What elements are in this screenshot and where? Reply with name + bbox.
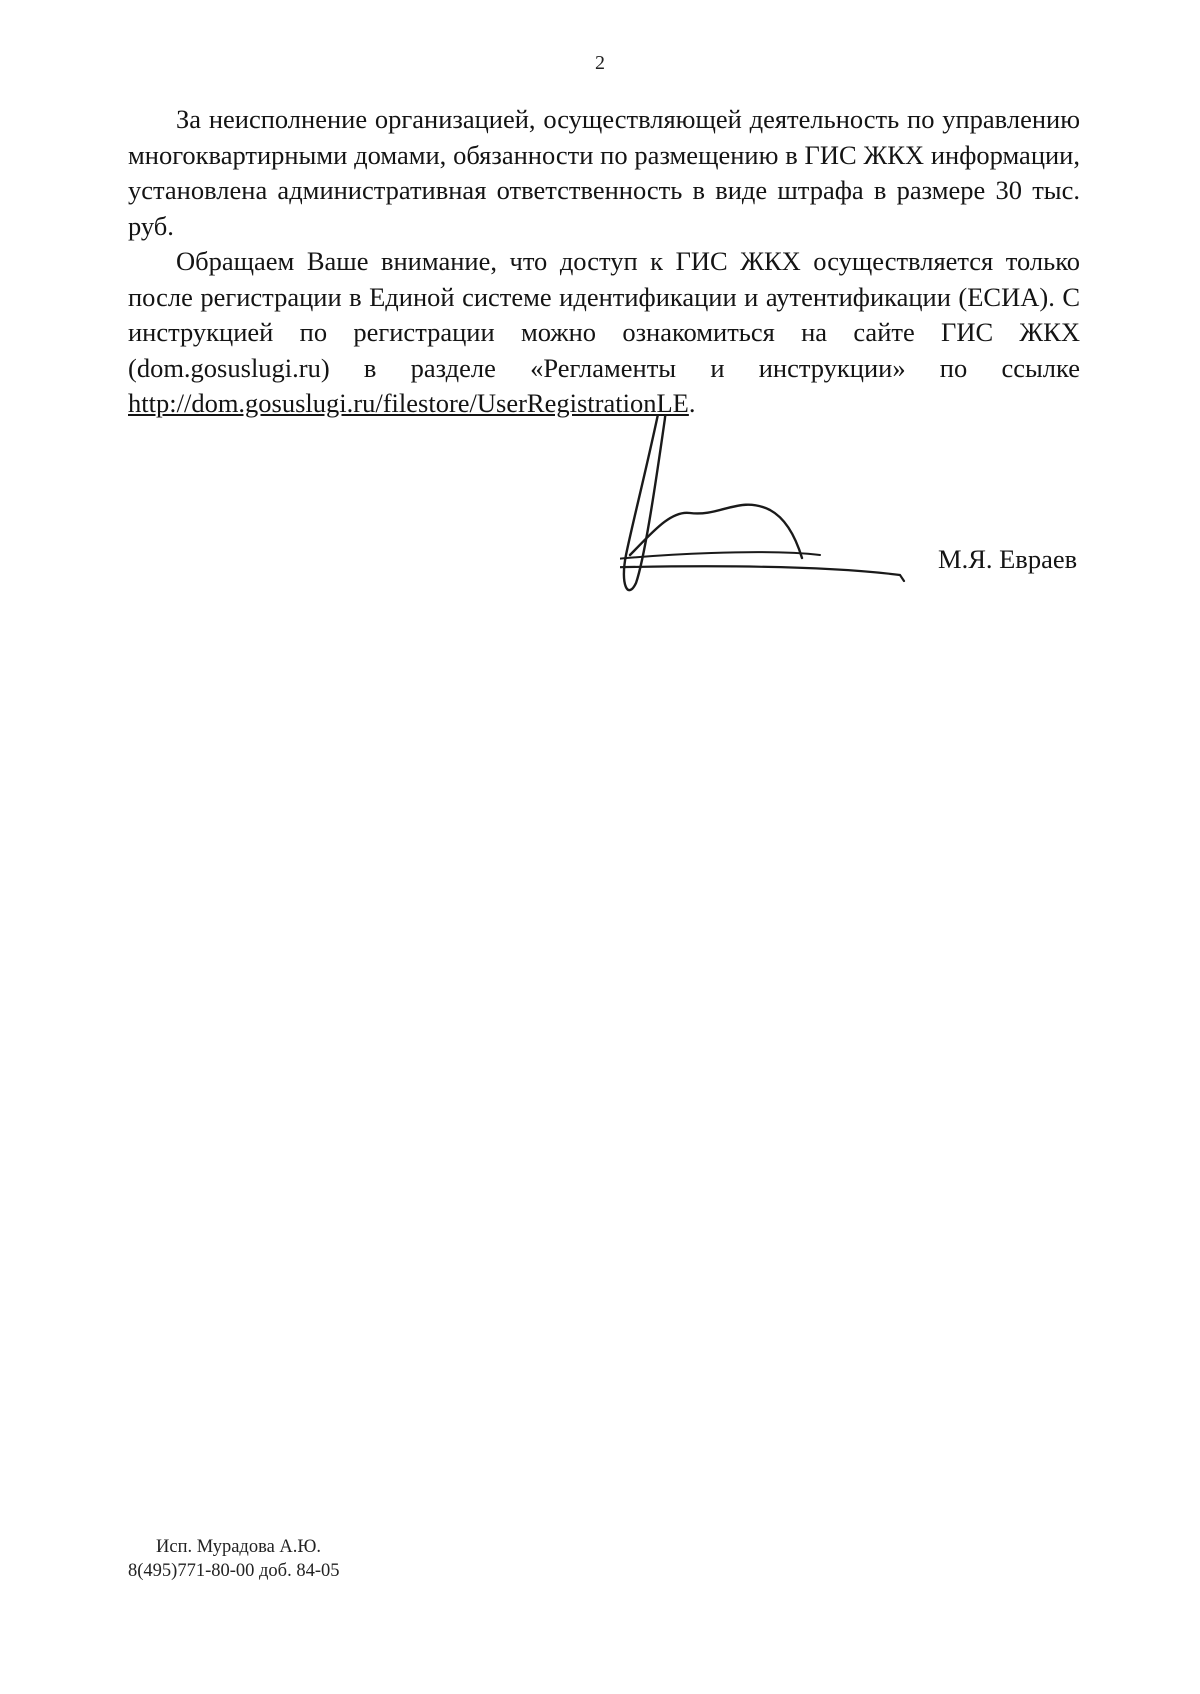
executor-name: Исп. Мурадова А.Ю. (156, 1537, 322, 1557)
page-number: 2 (595, 52, 605, 74)
signer-name: М.Я. Евраев (938, 544, 1078, 574)
paragraph-registration-end: . (688, 388, 696, 418)
paragraph-registration-text: Обращаем Ваше внимание, что доступ к ГИС ЖКХ осуществляется только после регистрации в Единой системе идентификации и аутентификации (ЕСИА). С инструкцией по регистрации можно ознакомиться на сайте ГИС ЖКХ (dom.gosuslugi.ru) в разделе «Регламенты и инструкции» по ссылке (128, 246, 1080, 383)
registration-instructions-link[interactable]: http://dom.gosuslugi.ru/filestore/UserRegistrationLE (128, 388, 689, 418)
paragraph-registration (128, 244, 1080, 422)
executor-footer (128, 1535, 340, 1583)
handwritten-signature (620, 415, 980, 650)
letter-body (128, 102, 1080, 422)
paragraph-penalty: За неисполнение организацией, осуществляющей деятельность по управлению многоквартирными домами, обязанности по размещению в ГИС ЖКХ информации, установлена административная ответственность в виде штрафа в размере 30 тыс. руб. (128, 104, 1080, 241)
executor-phone: 8(495)771-80-00 доб. 84-05 (128, 1561, 340, 1581)
